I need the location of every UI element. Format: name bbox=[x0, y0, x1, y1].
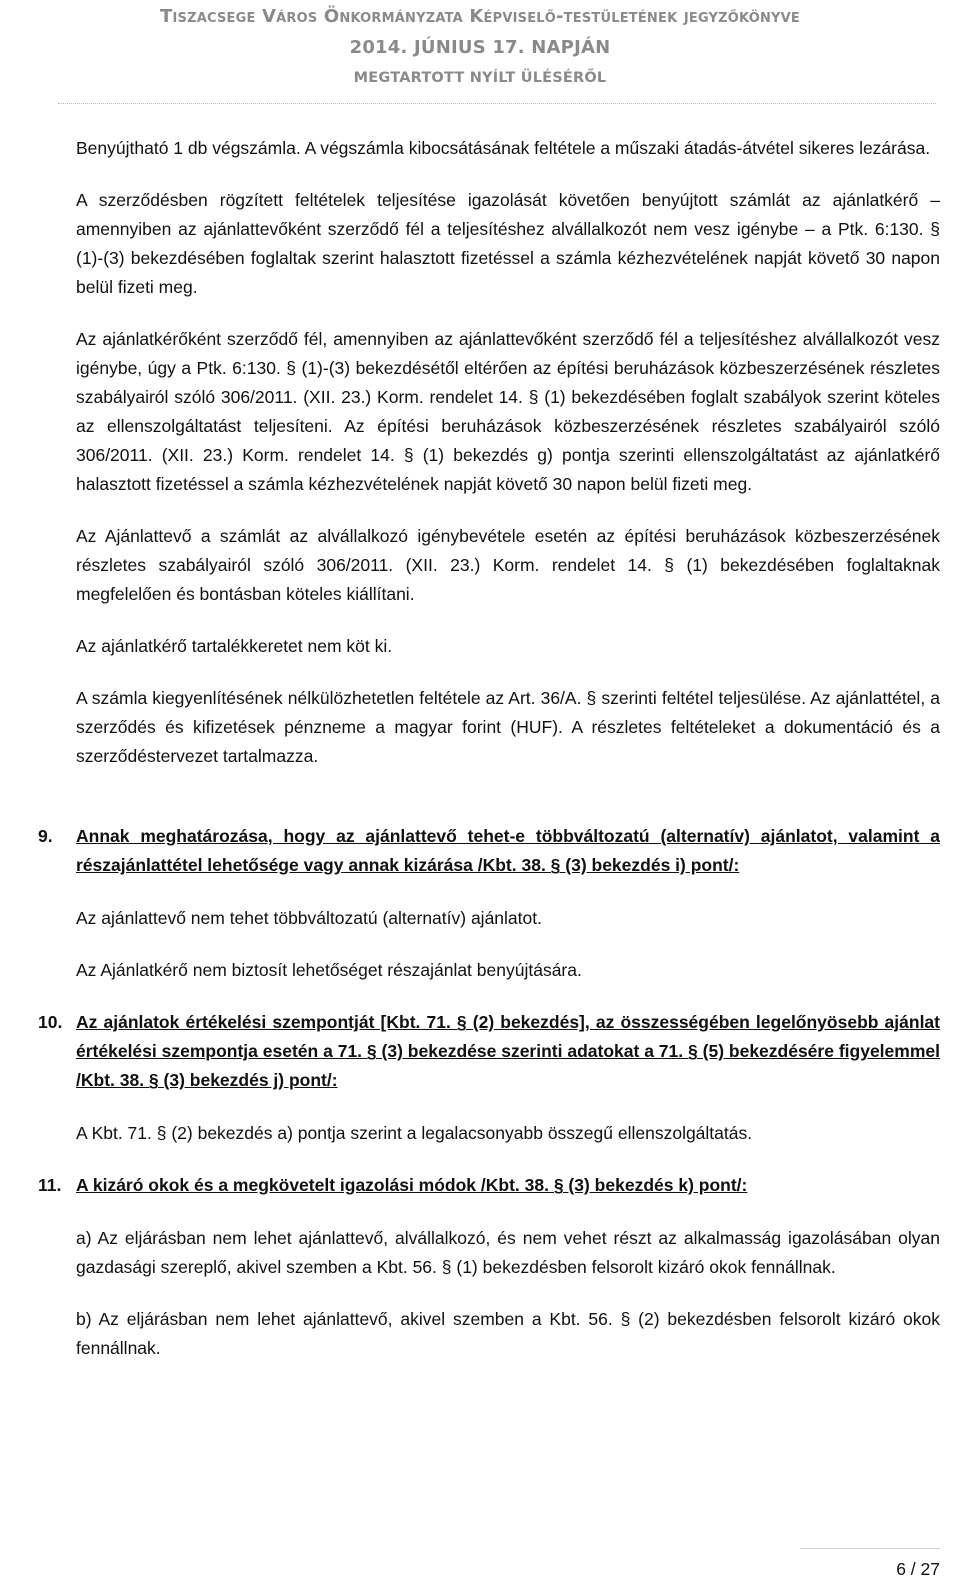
document-body bbox=[38, 134, 940, 1386]
paragraph-reserve: Az ajánlatkérő tartalékkeretet nem köt ki. bbox=[76, 636, 393, 656]
header-title: Tiszacsege Város Önkormányzata Képviselő-testületének jegyzőkönyve bbox=[160, 6, 800, 27]
section-title: Annak meghatározása, hogy az ajánlattevő tehet-e többváltozatú (alternatív) ajánlatot, valamint a részajánlattétel lehetősége vagy annak kizárása /Kbt. 38. § (3) bekezdés i) pont/: bbox=[76, 826, 940, 875]
section-11 bbox=[38, 1171, 940, 1200]
section-10 bbox=[38, 1008, 940, 1095]
section-number: 11. bbox=[38, 1175, 62, 1195]
section-title: Az ajánlatok értékelési szempontját [Kbt. 71. § (2) bekezdés], az összességében legelőnyösebb ajánlat értékelési szempontja esetén a 71. § (3) bekezdése szerinti adatokat a 71. § (5) bekezdésére figyelemmel /Kbt. 38. § (3) bekezdés j) pont/: bbox=[76, 1012, 940, 1090]
footer-divider bbox=[800, 1548, 940, 1549]
paragraph-subcontractor-payment: Az ajánlatkérőként szerződő fél, amennyiben az ajánlattevőként szerződő fél a teljesítéshez alvállalkozót vesz igénybe, úgy a Ptk. 6:130. § (1)-(3) bekezdésétől eltérően az építési beruházások közbeszerzésének részletes szabályairól szóló 306/2011. (XII. 23.) Korm. rendelet 14. § (1) bekezdésében foglalt szabályok szerint köteles az ellenszolgáltatást teljesíteni. Az építési beruházások közbeszerzésének részletes szabályairól szóló 306/2011. (XII. 23.) Korm. rendelet 14. § (1) bekezdés g) pontja szerinti ellenszolgáltatást az ajánlatkérő halasztott fizetéssel a számla kézhezvételének napját követő 30 napon belül fizeti meg. bbox=[76, 329, 940, 494]
header-subtitle: MEGTARTOTT NYÍLT ÜLÉSÉRŐL bbox=[353, 70, 607, 86]
section-paragraph: a) Az eljárásban nem lehet ajánlattevő, alvállalkozó, és nem vehet részt az alkalmasság igazolásában olyan gazdasági szereplő, akivel szemben a Kbt. 56. § (1) bekezdésben felsorolt kizáró okok fennállnak. bbox=[76, 1228, 940, 1277]
section-gap bbox=[76, 794, 940, 822]
section-paragraph: Az Ajánlatkérő nem biztosít lehetőséget részajánlat benyújtására. bbox=[76, 960, 582, 980]
section-number: 9. bbox=[38, 826, 53, 846]
section-9 bbox=[38, 822, 940, 880]
paragraph-payment-terms: A szerződésben rögzített feltételek teljesítése igazolását követően benyújtott számlát az ajánlatkérő – amennyiben az ajánlattevőként szerződő fél a teljesítéshez alvállalkozót nem vesz igénybe – a Ptk. 6:130. § (1)-(3) bekezdésében foglaltak szerint halasztott fizetéssel a számla kézhezvételének napját követő 30 napon belül fizeti meg. bbox=[76, 190, 940, 297]
section-number: 10. bbox=[38, 1012, 63, 1032]
header-date: 2014. JÚNIUS 17. NAPJÁN bbox=[349, 37, 611, 58]
section-title: A kizáró okok és a megkövetelt igazolási módok /Kbt. 38. § (3) bekezdés k) pont/: bbox=[76, 1175, 748, 1195]
paragraph-currency: A számla kiegyenlítésének nélkülözhetetlen feltétele az Art. 36/A. § szerinti feltétel teljesülése. Az ajánlattétel, a szerződés és kifizetések pénzneme a magyar forint (HUF). A részletes feltételeket a dokumentáció és a szerződéstervezet tartalmazza. bbox=[76, 688, 940, 766]
paragraph-invoice: Benyújtható 1 db végszámla. A végszámla kibocsátásának feltétele a műszaki átadás-átvétel sikeres lezárása. bbox=[76, 138, 931, 158]
paragraph-invoice-breakdown: Az Ajánlattevő a számlát az alvállalkozó igénybevétele esetén az építési beruházások közbeszerzésének részletes szabályairól szóló 306/2011. (XII. 23.) Korm. rendelet 14. § (1) bekezdésében foglaltaknak megfelelően és bontásban köteles kiállítani. bbox=[76, 526, 940, 604]
page-number: 6 / 27 bbox=[896, 1559, 940, 1579]
page-header bbox=[0, 2, 960, 92]
header-divider bbox=[58, 103, 936, 104]
section-paragraph: A Kbt. 71. § (2) bekezdés a) pontja szerint a legalacsonyabb összegű ellenszolgáltatás. bbox=[76, 1123, 753, 1143]
section-paragraph: Az ajánlattevő nem tehet többváltozatú (alternatív) ajánlatot. bbox=[76, 908, 542, 928]
section-paragraph: b) Az eljárásban nem lehet ajánlattevő, akivel szemben a Kbt. 56. § (2) bekezdésben felsorolt kizáró okok fennállnak. bbox=[76, 1309, 940, 1358]
